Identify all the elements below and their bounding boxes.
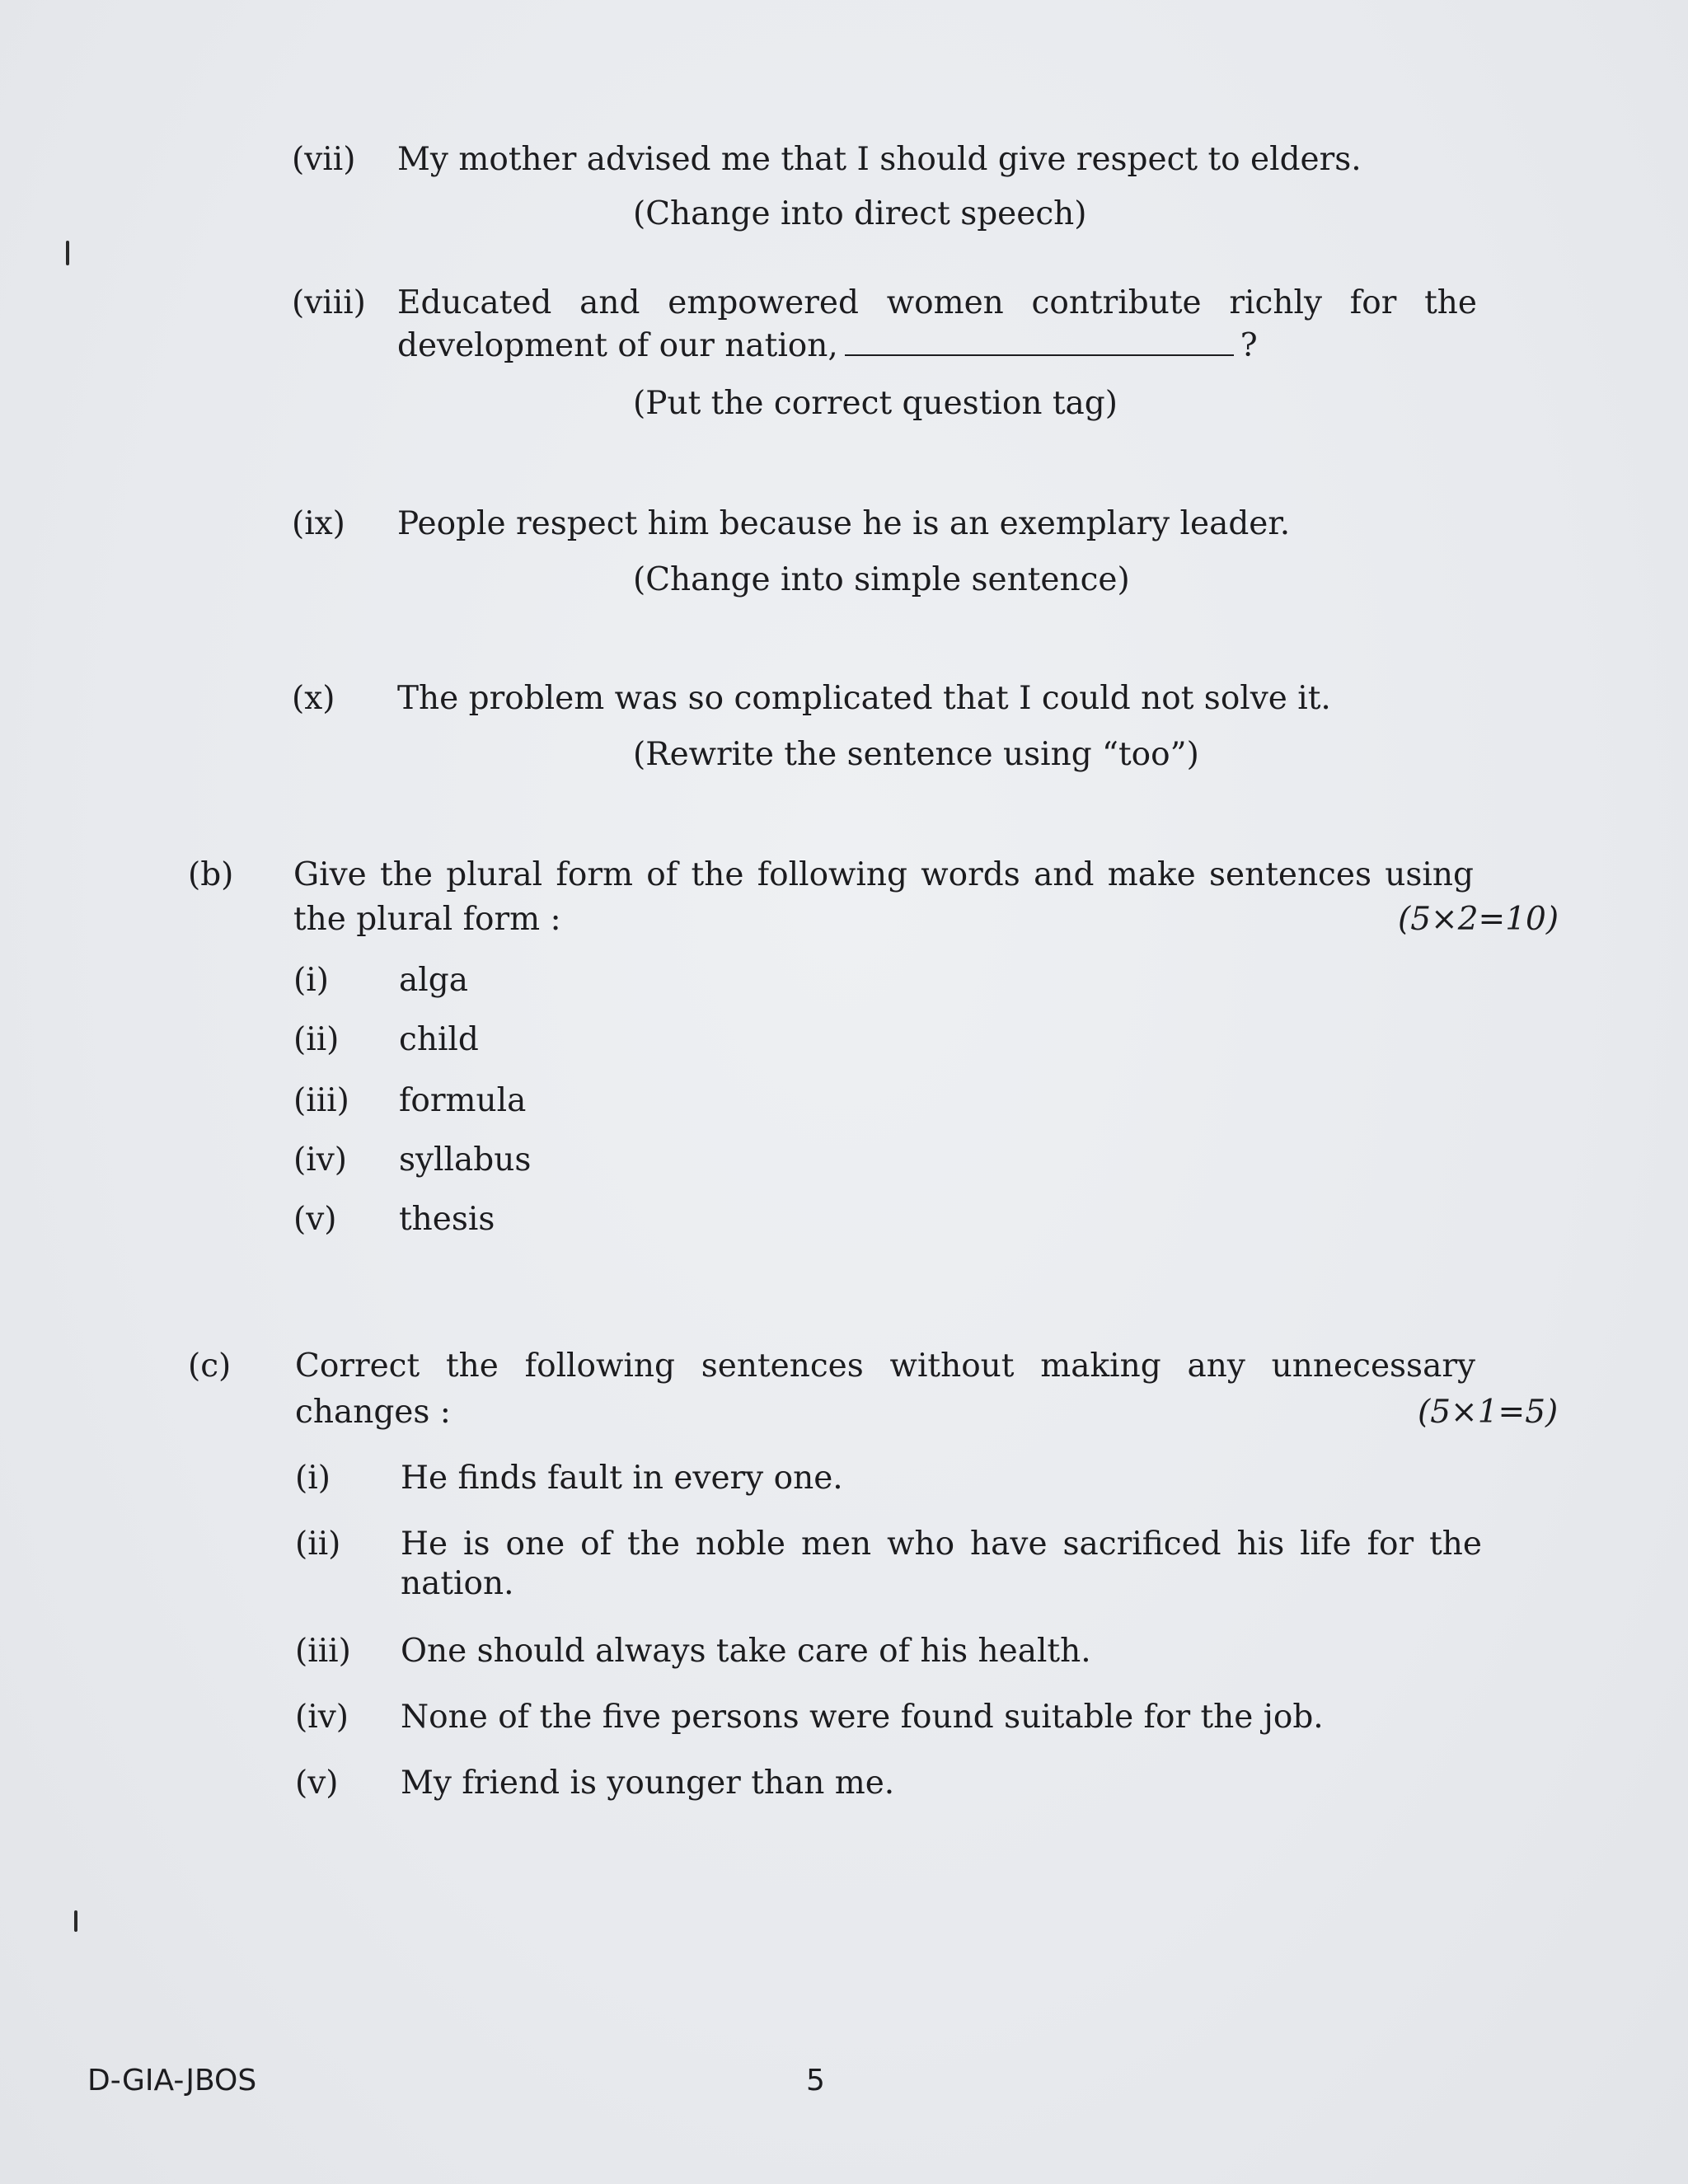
paper-code: D-GIA-JBOS bbox=[87, 2064, 257, 2097]
plural-word: child bbox=[399, 1021, 479, 1058]
section-prompt-continued: changes : bbox=[295, 1394, 451, 1431]
item-number: (ix) bbox=[292, 505, 345, 542]
question-text: Educated and empowered women contribute richly for the bbox=[397, 284, 1477, 321]
page-number: 5 bbox=[806, 2064, 825, 2097]
plural-word: thesis bbox=[399, 1201, 495, 1238]
incorrect-sentence: None of the five persons were found suitable for the job. bbox=[401, 1699, 1324, 1736]
question-instruction: (Change into simple sentence) bbox=[633, 561, 1130, 598]
question-text: The problem was so complicated that I could not solve it. bbox=[397, 680, 1331, 717]
incorrect-sentence: He finds fault in every one. bbox=[401, 1460, 843, 1497]
item-number: (x) bbox=[292, 680, 335, 717]
item-number: (iii) bbox=[293, 1082, 349, 1119]
item-number: (v) bbox=[293, 1201, 337, 1238]
section-prompt-continued: the plural form : bbox=[293, 901, 561, 938]
marks-allocation: (5×2=10) bbox=[1398, 901, 1559, 938]
item-number: (iv) bbox=[293, 1141, 347, 1179]
scan-mark bbox=[66, 241, 69, 265]
question-tag-mark: ? bbox=[1240, 327, 1258, 364]
question-instruction: (Put the correct question tag) bbox=[633, 385, 1118, 422]
question-text-continued bbox=[397, 325, 1258, 368]
plural-word: formula bbox=[399, 1082, 527, 1119]
section-prompt: Give the plural form of the following words and make sentences using bbox=[293, 856, 1474, 893]
incorrect-sentence-continued: nation. bbox=[401, 1565, 514, 1602]
item-number: (i) bbox=[295, 1460, 331, 1497]
item-number: (ii) bbox=[295, 1526, 341, 1563]
marks-allocation: (5×1=5) bbox=[1418, 1394, 1559, 1431]
section-prompt: Correct the following sentences without making any unnecessary bbox=[295, 1347, 1475, 1385]
question-instruction: (Change into direct speech) bbox=[633, 195, 1087, 232]
item-number: (vii) bbox=[292, 141, 356, 178]
answer-blank bbox=[845, 326, 1234, 356]
section-label: (c) bbox=[188, 1347, 232, 1385]
incorrect-sentence: He is one of the noble men who have sacrificed his life for the bbox=[401, 1526, 1482, 1563]
scan-mark bbox=[74, 1910, 77, 1932]
incorrect-sentence: One should always take care of his health. bbox=[401, 1633, 1091, 1670]
item-number: (viii) bbox=[292, 284, 366, 321]
section-label: (b) bbox=[188, 856, 234, 893]
question-text: People respect him because he is an exemplary leader. bbox=[397, 505, 1291, 542]
item-number: (iv) bbox=[295, 1699, 349, 1736]
question-instruction: (Rewrite the sentence using “too”) bbox=[633, 736, 1199, 773]
item-number: (v) bbox=[295, 1765, 339, 1802]
plural-word: alga bbox=[399, 962, 468, 999]
plural-word: syllabus bbox=[399, 1141, 532, 1179]
item-number: (ii) bbox=[293, 1021, 340, 1058]
item-number: (iii) bbox=[295, 1633, 351, 1670]
incorrect-sentence: My friend is younger than me. bbox=[401, 1765, 895, 1802]
question-text: My mother advised me that I should give respect to elders. bbox=[397, 141, 1362, 178]
item-number: (i) bbox=[293, 962, 329, 999]
question-text-fragment: development of our nation, bbox=[397, 327, 838, 364]
